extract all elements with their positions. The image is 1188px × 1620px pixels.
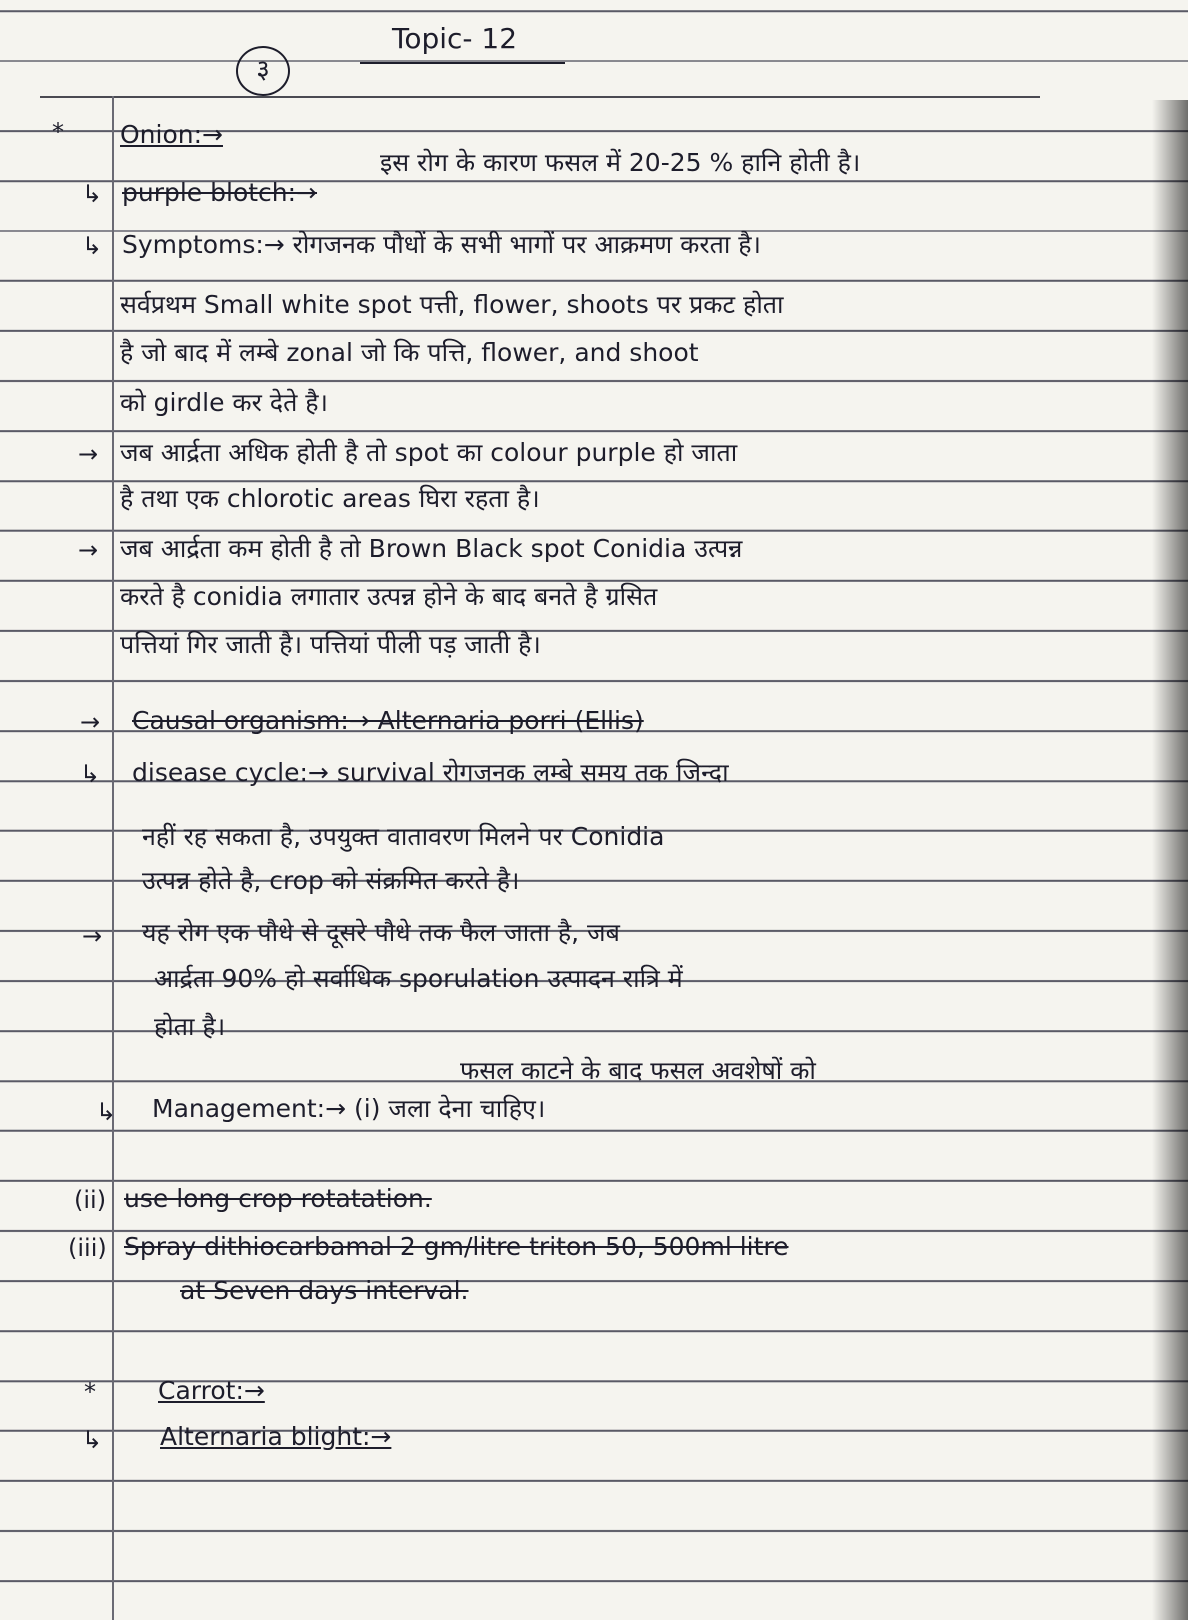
line-marker: ↳ xyxy=(82,1426,103,1454)
margin-line xyxy=(112,96,114,1620)
page-edge-shadow xyxy=(1152,100,1188,1620)
note-line: उत्पन्न होते है, crop को संक्रमित करते है। xyxy=(142,866,520,895)
management-item-ii: use long crop rotatation. xyxy=(124,1184,432,1213)
note-line: करते है conidia लगातार उत्पन्न होने के बाद बनते है ग्रसित xyxy=(120,582,658,611)
page-number: ३ xyxy=(236,46,290,96)
note-line: यह रोग एक पौधे से दूसरे पौधे तक फैल जाता है, जब xyxy=(142,918,620,947)
line-marker: → xyxy=(82,922,103,950)
note-line: at Seven days interval. xyxy=(180,1276,469,1305)
subheading-alternaria-blight: Alternaria blight:→ xyxy=(160,1422,392,1451)
management-item-iii: Spray dithiocarbamal 2 gm/litre triton 50, 500ml litre xyxy=(124,1232,789,1261)
heading-onion: Onion:→ xyxy=(120,120,223,149)
note-line: है जो बाद में लम्बे zonal जो कि पत्ति, flower, and shoot xyxy=(120,338,699,367)
heading-carrot: Carrot:→ xyxy=(158,1376,265,1405)
line-marker: * xyxy=(84,1378,96,1406)
line-marker: * xyxy=(52,118,64,146)
note-line: नहीं रह सकता है, उपयुक्त वातावरण मिलने पर Conidia xyxy=(142,822,665,851)
line-marker: ↳ xyxy=(80,760,101,788)
symptoms-line: Symptoms:→ रोगजनक पौधों के सभी भागों पर आक्रमण करता है। xyxy=(122,230,762,259)
note-line: जब आर्द्रता अधिक होती है तो spot का colour purple हो जाता xyxy=(120,438,738,467)
note-line: पत्तियां गिर जाती है। पत्तियां पीली पड़ जाती है। xyxy=(120,630,541,659)
line-marker: → xyxy=(78,536,99,564)
note-line: इस रोग के कारण फसल में 20-25 % हानि होती है। xyxy=(380,148,861,177)
note-line: फसल काटने के बाद फसल अवशेषों को xyxy=(460,1056,816,1085)
line-marker: (iii) xyxy=(68,1234,107,1262)
causal-organism-line: Causal organism:→ Alternaria porri (Ellis) xyxy=(132,706,644,735)
topic-underline xyxy=(360,62,565,64)
note-line: है तथा एक chlorotic areas घिरा रहता है। xyxy=(120,484,540,513)
topic-heading: Topic- 12 xyxy=(392,22,518,55)
note-line: जब आर्द्रता कम होती है तो Brown Black spot Conidia उत्पन्न xyxy=(120,534,743,563)
line-marker: ↳ xyxy=(96,1098,117,1126)
note-line: सर्वप्रथम Small white spot पत्ती, flower, shoots पर प्रकट होता xyxy=(120,290,784,319)
subheading-purple-blotch: purple blotch:→ xyxy=(122,178,318,207)
top-rule xyxy=(40,96,1040,98)
line-marker: → xyxy=(78,440,99,468)
disease-cycle-line: disease cycle:→ survival रोगजनक लम्बे समय तक जिन्दा xyxy=(132,758,729,787)
line-marker: → xyxy=(80,708,101,736)
line-marker: ↳ xyxy=(82,180,103,208)
note-line: होता है। xyxy=(154,1012,226,1041)
note-line: को girdle कर देते है। xyxy=(120,388,329,417)
management-line: Management:→ (i) जला देना चाहिए। xyxy=(152,1094,546,1123)
line-marker: ↳ xyxy=(82,232,103,260)
line-marker: (ii) xyxy=(74,1186,107,1214)
note-line: आर्द्रता 90% हो सर्वाधिक sporulation उत्पादन रात्रि में xyxy=(154,964,683,993)
